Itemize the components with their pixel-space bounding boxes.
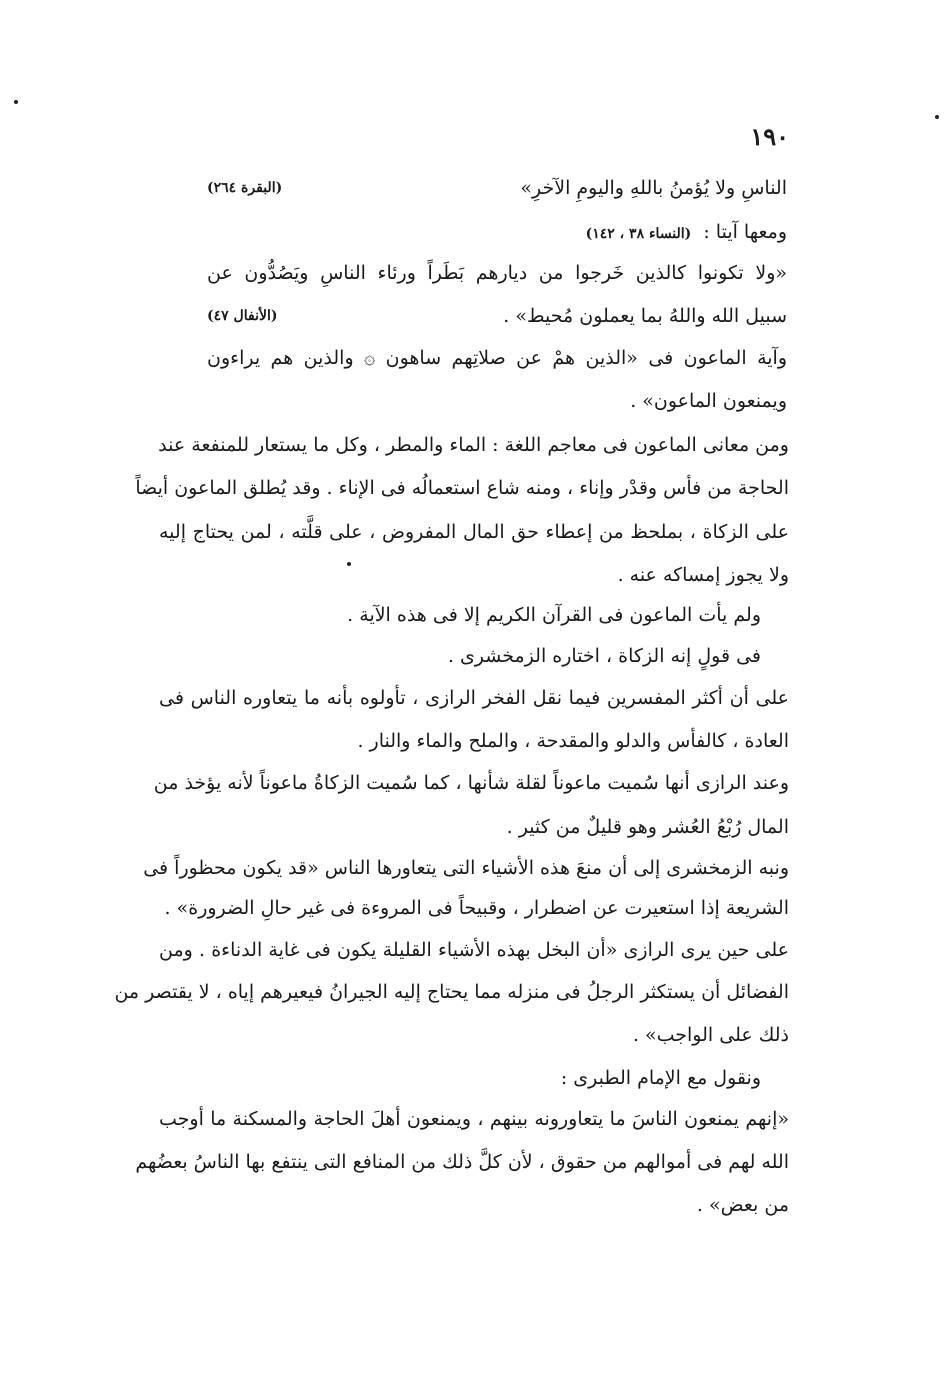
body-line: الشريعة إذا استعيرت عن اضطرار ، وقبيحاً فى المروءة فى غير حالِ الضرورة» . — [164, 897, 789, 919]
body-line: ذلك على الواجب» . — [632, 1024, 789, 1046]
quote-text: «ولا تكونوا كالذين خَرجوا من ديارهم بَطَراً ورئاء الناسِ ويَصُدُّون عن — [207, 262, 787, 284]
body-line: العادة ، كالفأس والدلو والمقدحة ، والملح والماء والنار . — [357, 730, 789, 752]
quote-line — [207, 301, 787, 331]
body-line: ونبه الزمخشرى إلى أن منعَ هذه الأشياء التى يتعاورها الناس «قد يكون محظوراً فى — [143, 857, 789, 879]
verse-reference: (النساء ٣٨ ، ١٤٢) — [585, 226, 692, 242]
quote-text: ومعها آيتا : — [703, 221, 787, 243]
quote-line — [207, 258, 787, 288]
quote-text: سبيل الله واللهُ بما يعملون مُحيط» . — [503, 305, 787, 327]
body-line: من بعض» . — [696, 1194, 789, 1216]
body-line: الفضائل أن يستكثر الرجلُ فى منزله مما يحتاج إليه الجيرانُ فيعيرهم إياه ، لا يقتصر من — [114, 981, 789, 1003]
quote-text: ويمنعون الماعون» . — [630, 390, 787, 412]
scan-speck — [347, 562, 351, 566]
page-number: ١٩٠ — [750, 122, 789, 151]
body-line: فى قولٍ إنه الزكاة ، اختاره الزمخشرى . — [447, 645, 761, 667]
quote-line — [207, 173, 787, 203]
scan-speck — [14, 100, 18, 104]
body-line: الله لهم فى أموالهم من حقوق ، لأن كلَّ ذلك من المنافع التى ينتفع بها الناسُ بعضُهم — [135, 1151, 789, 1173]
body-line: ولا يجوز إمساكه عنه . — [617, 564, 789, 586]
body-line: على حين يرى الرازى «أن البخل بهذه الأشياء القليلة يكون فى غاية الدناءة . ومن — [159, 939, 789, 961]
verse-reference: (البقرة ٢٦٤) — [207, 180, 283, 196]
quote-line — [207, 386, 787, 416]
body-line: «إنهم يمنعون الناسَ ما يتعاورونه بينهم ، ويمنعون أهلَ الحاجة والمسكنة ما أوجب — [159, 1108, 789, 1130]
quote-line — [207, 217, 787, 247]
body-line: ونقول مع الإمام الطبرى : — [560, 1067, 761, 1089]
body-line: الحاجة من فأس وقدْر وإناء ، ومنه شاع استعمالُه فى الإناء . وقد يُطلق الماعون أيضاً — [135, 477, 789, 499]
verse-reference: (الأنفال ٤٧) — [207, 308, 278, 324]
quote-text: وآية الماعون فى «الذين همْ عن صلاتِهم ساهون ۞ والذين هم يراءون — [207, 347, 787, 369]
scan-speck — [935, 115, 939, 119]
body-line: على الزكاة ، بملحظ من إعطاء حق المال المفروض ، على قلَّته ، لمن يحتاج إليه — [159, 521, 789, 543]
body-line: ولم يأت الماعون فى القرآن الكريم إلا فى هذه الآية . — [347, 604, 761, 626]
body-line: المال رُبْعُ العُشر وهو قليلٌ من كثير . — [506, 816, 789, 838]
quote-text: الناسِ ولا يُؤمنُ باللهِ واليومِ الآخرِ» — [520, 177, 787, 199]
quote-line — [207, 343, 787, 373]
body-line: ومن معانى الماعون فى معاجم اللغة : الماء والمطر ، وكل ما يستعار للمنفعة عند — [158, 434, 789, 456]
body-line: وعند الرازى أنها سُميت ماعوناً لقلة شأنها ، كما سُميت الزكاةُ ماعوناً لأنه يؤخذ من — [153, 772, 789, 794]
body-line: على أن أكثر المفسرين فيما نقل الفخر الرازى ، تأولوه بأنه ما يتعاوره الناس فى — [159, 687, 789, 709]
